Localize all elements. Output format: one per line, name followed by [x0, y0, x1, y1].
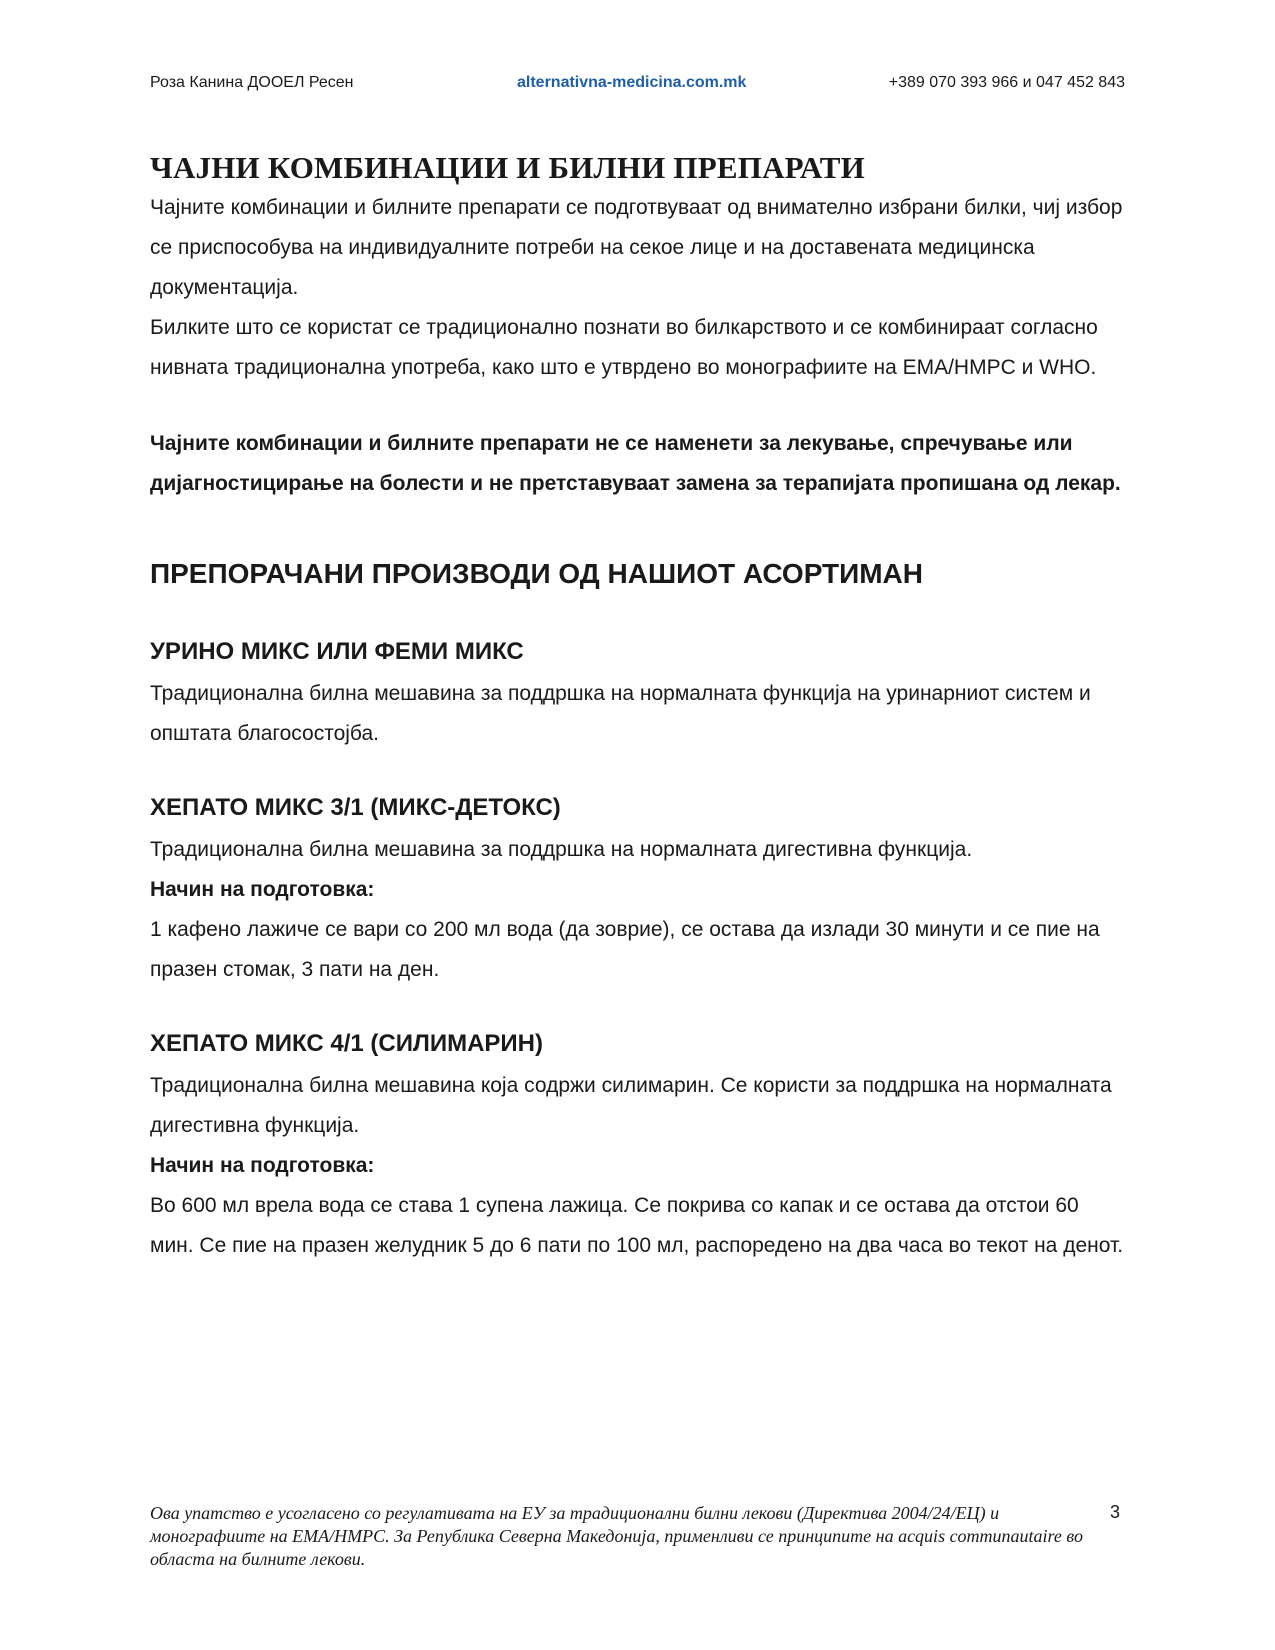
- footer-note: Ова упатство е усогласено со регулативата на ЕУ за традиционални билни лекови (Директива 2004/24/ЕЦ) и монографиите на ЕМА/HMPC. За Република Северна Македонија, применливи се принципите на acquis communautaire во областа на билните лекови.: [150, 1503, 1083, 1569]
- product-title: ХЕПАТО МИКС 3/1 (МИКС-ДЕТОКС): [150, 794, 561, 821]
- page-number: 3: [1110, 1502, 1121, 1522]
- recommended-title: ПРЕПОРАЧАНИ ПРОИЗВОДИ ОД НАШИОТ АСОРТИМАН: [150, 558, 923, 589]
- header-phone: +389 070 393 966 и 047 452 843: [888, 74, 1125, 91]
- preparation-text: 1 кафено лажиче се вари со 200 мл вода (да зоврие), се остава да излади 30 минути и се пие на празен стомак, 3 пати на ден.: [150, 918, 1100, 981]
- product-hepato-4-1: [150, 1028, 1125, 1266]
- header-website-link[interactable]: alternativna-medicina.com.mk: [517, 74, 747, 91]
- intro-paragraph-1: Чајните комбинации и билните препарати се подготвуваат од внимателно избрани билки, чиј избор се приспособува на индивидуалните потреби на секое лице и на доставената медицинска документација.: [150, 196, 1123, 299]
- intro-disclaimer: Чајните комбинации и билните препарати не се наменети за лекување, спречување или дијагностицирање на болести и не претставуваат замена за терапијата пропишана од лекар.: [150, 432, 1121, 495]
- header-company: Роза Канина ДООЕЛ Ресен: [150, 74, 354, 91]
- product-urino-femi: [150, 636, 1125, 754]
- preparation-label: Начин на подготовка:: [150, 878, 375, 901]
- page-header: [150, 74, 1125, 98]
- page-content: [150, 150, 1125, 1266]
- intro-title: ЧАЈНИ КОМБИНАЦИИ И БИЛНИ ПРЕПАРАТИ: [150, 150, 865, 185]
- product-title: ХЕПАТО МИКС 4/1 (СИЛИМАРИН): [150, 1030, 543, 1057]
- product-description: Традиционална билна мешавина за поддршка на нормалната функција на уринарниот систем и општата благосостојба.: [150, 682, 1091, 745]
- product-description: Традиционална билна мешавина која содржи силимарин. Се користи за поддршка на нормалната дигестивна функција.: [150, 1074, 1112, 1137]
- product-description: Традиционална билна мешавина за поддршка на нормалната дигестивна функција.: [150, 838, 973, 861]
- preparation-text: Во 600 мл врела вода се става 1 супена лажица. Се покрива со капак и се остава да отстои 60 мин. Се пие на празен желудник 5 до 6 пати по 100 мл, распоредено на два часа во текот на денот.: [150, 1194, 1124, 1257]
- preparation-label: Начин на подготовка:: [150, 1154, 375, 1177]
- intro-paragraph-2: Билките што се користат се традиционално познати во билкарството и се комбинираат согласно нивната традиционална употреба, како што е утврдено во монографиите на EMA/HMPC и WHO.: [150, 316, 1098, 379]
- product-title: УРИНО МИКС ИЛИ ФЕМИ МИКС: [150, 638, 524, 665]
- product-hepato-3-1: [150, 792, 1125, 990]
